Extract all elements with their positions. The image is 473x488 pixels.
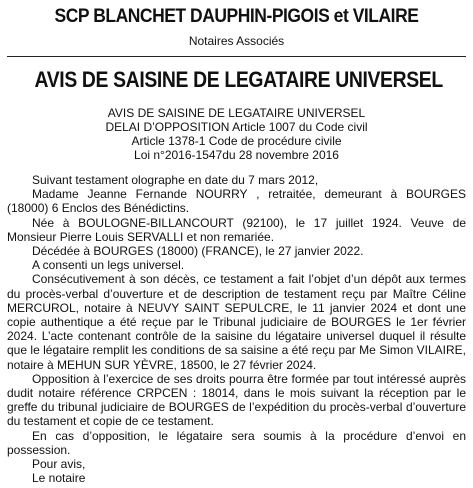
body-paragraph: Née à BOULOGNE-BILLANCOURT (92100), le 17 juillet 1924. Veuve de Monsieur Pierre Louis SERVALLI et non remariée.: [7, 215, 466, 244]
firm-subtitle: Notaires Associés: [188, 34, 285, 48]
header-divider: [7, 56, 466, 57]
body-paragraph: Suivant testament olographe en date du 7 mars 2012,: [32, 173, 319, 187]
body-paragraph: Madame Jeanne Fernande NOURRY , retraitée, demeurant à BOURGES (18000) 6 Enclos des Bénédictins.: [7, 187, 466, 216]
body-paragraph: En cas d’opposition, le légataire sera soumis à la procédure d’envoi en possession.: [7, 428, 466, 457]
legal-references: [7, 106, 466, 162]
body-paragraph: Consécutivement à son décès, ce testament a fait l’objet d’un dépôt aux termes du procès-verbal d’ouverture et de description de testament reçu par Maître Céline MERCUROL, notaire à NEUVY SAINT SEPULCRE, le 11 janvier 2024 et dont une copie authentique a été reçue par le Tribunal judiciaire de BOURGES le 1er février 2024. L’acte contenant contrôle de la saisine du légataire universel duquel il résulte que le légataire remplit les conditions de sa saisine a été reçu par Me Simon VILAIRE, notaire à MEHUN SUR YÈVRE, 18500, le 27 février 2024.: [7, 272, 466, 372]
legal-reference-line: Loi n°2016-1547du 28 novembre 2016: [134, 148, 339, 162]
body-paragraph: Décédée à BOURGES (18000) (FRANCE), le 27 janvier 2022.: [32, 244, 364, 259]
legal-reference-line: Article 1378-1 Code de procédure civile: [131, 134, 342, 148]
body-paragraph: Opposition à l’exercice de ses droits pourra être formée par tout intéressé auprès dudit notaire référence CRPCEN : 18014, dans le mois suivant la réception par le greffe du tribunal judiciaire de BOURGES de l’expédition du procès-verbal d’ouverture du testament et copie de ce testament.: [7, 371, 466, 429]
body-paragraph: Pour avis,: [32, 457, 86, 472]
notice-body: [7, 173, 466, 485]
legal-reference-line: AVIS DE SAISINE DE LEGATAIRE UNIVERSEL: [107, 106, 366, 120]
body-paragraph: A consenti un legs universel.: [32, 258, 185, 273]
firm-name: SCP BLANCHET DAUPHIN-PIGOIS et VILAIRE: [54, 6, 419, 27]
body-paragraph: Le notaire: [32, 471, 86, 486]
legal-reference-line: DELAI D’OPPOSITION Article 1007 du Code civil: [105, 120, 368, 134]
notice-headline: AVIS DE SAISINE DE LEGATAIRE UNIVERSEL: [34, 67, 443, 92]
